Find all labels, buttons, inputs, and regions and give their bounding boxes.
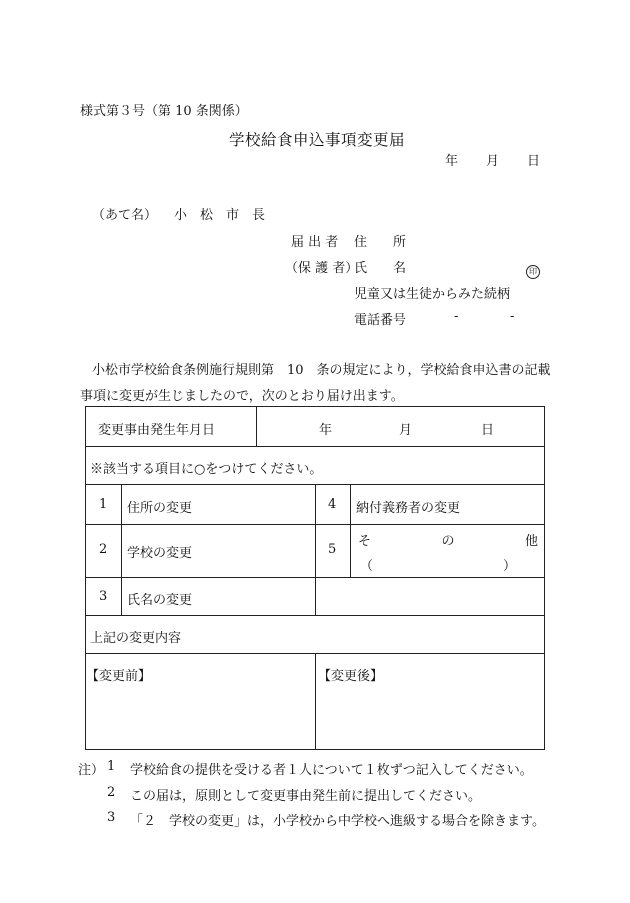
body-line-1: 小松市学校給食条例施行規則第 10 条の規定により，学校給食申込書の記載: [92, 363, 551, 378]
change-content-label: 上記の変更内容: [90, 631, 182, 646]
name-label: 氏 名: [354, 261, 407, 276]
submitter-role: 届 出 者: [291, 235, 339, 250]
addressee-name: 小 松 市 長: [174, 208, 266, 223]
item-5-label: そ の 他: [358, 534, 538, 549]
note-1-text: 学校給食の提供を受ける者１人について１枚ずつ記入してください。: [130, 763, 533, 778]
addressee-label: （あて名）: [92, 208, 158, 223]
form-title: 学校給食申込事項変更届: [229, 131, 406, 149]
item-3-number: 3: [99, 589, 108, 604]
phone-label: 電話番号: [354, 313, 407, 328]
note-1-number: 1: [107, 759, 116, 774]
table-instruction: ※該当する項目に○をつけてください。: [90, 462, 323, 477]
note-3-number: 3: [107, 810, 116, 825]
seal-icon: 印: [526, 259, 540, 279]
change-date-month: 月: [399, 423, 413, 438]
item-5-number: 5: [328, 542, 337, 557]
item-1-label: 住所の変更: [127, 501, 193, 516]
change-date-year: 年: [319, 423, 333, 438]
item-4-label: 納付義務者の変更: [356, 501, 461, 516]
item-4-number: 4: [328, 497, 337, 512]
after-change-label: 【変更後】: [318, 669, 384, 684]
relation-label: 児童又は生徒からみた続柄: [354, 287, 511, 302]
phone-dash-2: -: [510, 309, 515, 324]
before-change-label: 【変更前】: [86, 669, 152, 684]
change-date-label: 変更事由発生年月日: [98, 423, 216, 438]
item-2-number: 2: [99, 542, 108, 557]
date-day: 日: [527, 154, 541, 169]
note-3-text: 「２ 学校の変更」は，小学校から中学校へ進級する場合を除きます。: [130, 814, 545, 829]
notes-prefix: 注）: [78, 763, 105, 778]
item-3-label: 氏名の変更: [127, 593, 193, 608]
guardian-role: （保 護 者）: [285, 261, 359, 276]
body-line-2: 事項に変更が生じましたので，次のとおり届け出ます。: [80, 389, 404, 404]
item-1-number: 1: [99, 497, 108, 512]
change-date-day: 日: [481, 423, 495, 438]
form-number: 様式第３号（第 10 条関係）: [80, 104, 248, 119]
item-2-label: 学校の変更: [127, 546, 193, 561]
date-month: 月: [486, 154, 500, 169]
address-label: 住 所: [354, 235, 407, 250]
note-2-text: この届は，原則として変更事由発生前に提出してください。: [130, 789, 482, 804]
item-5-paren-close: ）: [503, 559, 517, 574]
date-year: 年: [445, 154, 459, 169]
note-2-number: 2: [107, 785, 116, 800]
item-5-paren-open: （: [360, 559, 374, 574]
phone-dash-1: -: [454, 309, 459, 324]
